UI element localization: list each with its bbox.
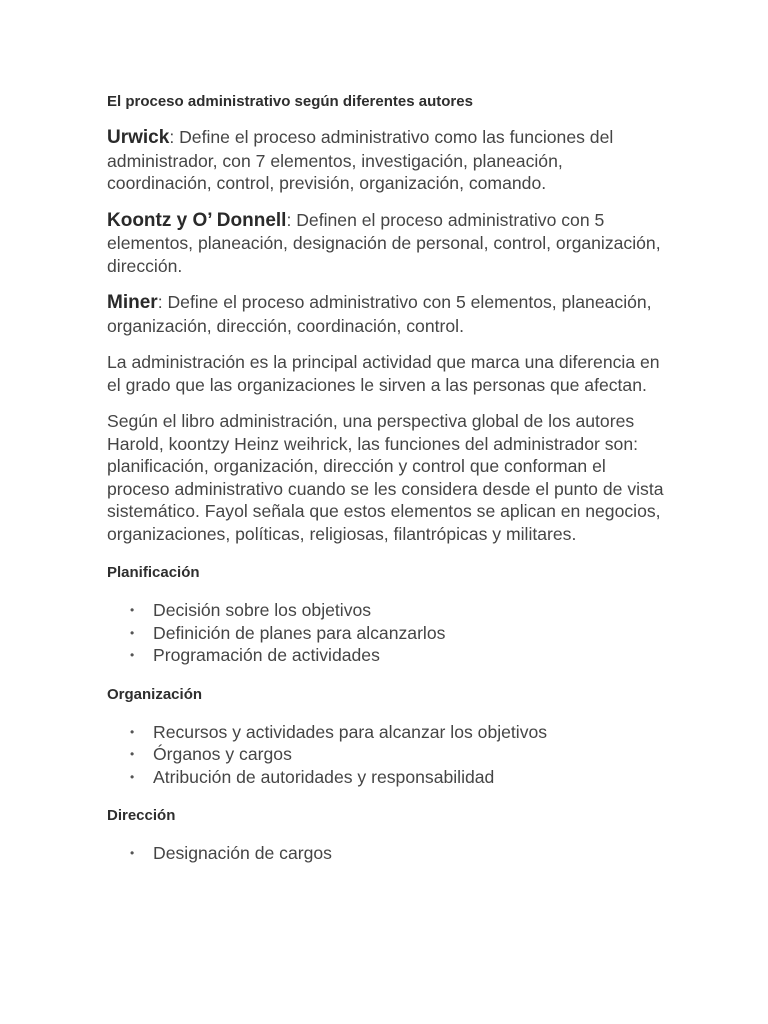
bullet-icon: • (130, 846, 135, 860)
list-item-text: Decisión sobre los objetivos (153, 600, 372, 620)
list-item (107, 721, 667, 744)
bullet-icon: • (130, 724, 135, 739)
section-heading-direccion: Dirección (107, 807, 176, 824)
section-list-direccion (107, 842, 667, 865)
list-item-text: Programación de actividades (153, 645, 380, 665)
author-definition: : Define el proceso administrativo como las funciones del administrador, con 7 elementos, investigación, planeación, coordinación, control, previsión, organización, comando. (107, 127, 614, 193)
list-item (107, 644, 667, 667)
body-paragraph: Según el libro administración, una perspectiva global de los autores Harold, koontzy Heinz weihrick, las funciones del administrador son: planificación, organización, dirección y control que conforman el proceso administrativo cuando se les considera desde el punto de vista sistemático. Fayol señala que estos elementos se aplican en negocios, organizaciones, políticas, religiosas, filantrópicas y militares. (107, 411, 664, 544)
list-item-text: Definición de planes para alcanzarlos (153, 622, 446, 643)
list-item (107, 766, 667, 789)
section-heading-planificacion: Planificación (107, 564, 200, 581)
author-definition: : Definen el proceso administrativo con 5 elementos, planeación, designación de personal, control, organización, dirección. (107, 209, 661, 276)
author-paragraph-urwick (107, 126, 667, 195)
list-item-text: Recursos y actividades para alcanzar los objetivos (153, 721, 548, 742)
section-list-organizacion (107, 721, 667, 789)
list-item (107, 743, 667, 766)
document-title: El proceso administrativo según diferentes autores (107, 93, 473, 110)
list-item (107, 599, 667, 622)
bullet-icon: • (130, 648, 135, 662)
author-paragraph-koontz (107, 209, 667, 278)
author-name: Koontz y O’ Donnell (107, 209, 287, 231)
document-page (107, 92, 667, 883)
section-heading-organizacion: Organización (107, 685, 203, 703)
author-name: Miner (107, 292, 158, 313)
author-definition: : Define el proceso administrativo con 5 elementos, planeación, organización, dirección, coordinación, control. (107, 292, 652, 336)
bullet-icon: • (130, 603, 135, 617)
body-paragraph: La administración es la principal actividad que marca una diferencia en el grado que las organizaciones le sirven a las personas que afectan. (107, 352, 660, 395)
bullet-icon: • (130, 769, 135, 784)
bullet-icon: • (130, 747, 135, 761)
list-item (107, 622, 667, 645)
list-item-text: Atribución de autoridades y responsabilidad (153, 766, 495, 787)
list-item (107, 842, 667, 865)
section-list-planificacion (107, 599, 667, 667)
author-name: Urwick (107, 127, 170, 148)
bullet-icon: • (130, 625, 135, 640)
list-item-text: Órganos y cargos (153, 744, 292, 764)
list-item-text: Designación de cargos (153, 843, 332, 863)
author-paragraph-miner (107, 291, 667, 337)
